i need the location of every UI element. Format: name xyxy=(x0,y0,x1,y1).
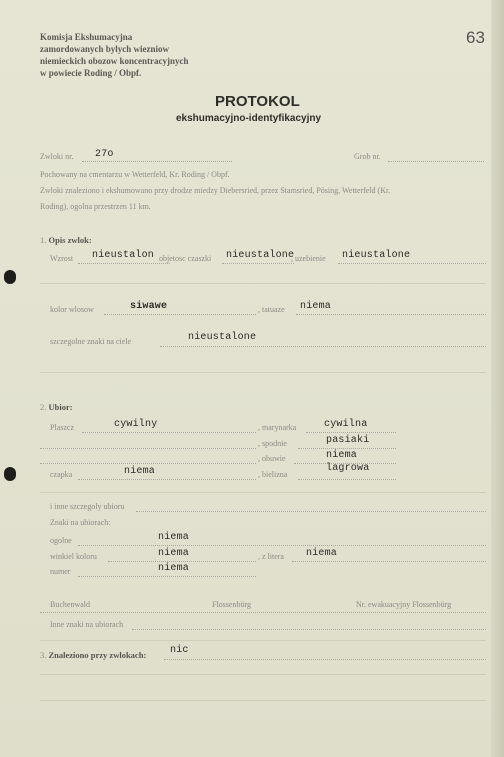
spodnie-value: pasiaki xyxy=(326,435,370,446)
bielizna-label: , bielizna xyxy=(258,470,288,479)
document-subtitle: ekshumacyjno-identyfikacyjny xyxy=(176,113,322,124)
section-2-heading xyxy=(40,402,73,412)
objetosc-dotline xyxy=(222,263,294,264)
plaszcz-dotline xyxy=(82,432,256,433)
numer-label: numer xyxy=(50,567,71,576)
objetosc-label: objetosc czaszki xyxy=(159,254,212,263)
document-title: PROTOKOL xyxy=(215,93,300,110)
spodnie-dotline xyxy=(298,448,396,449)
czapka-value: niema xyxy=(124,466,156,477)
section-2-title: Ubior: xyxy=(48,402,73,412)
page-number: 63 xyxy=(466,28,485,47)
znaki-ubior-label: Znaki na ubiorach: xyxy=(50,518,111,527)
section-1-title: Opis zwlok: xyxy=(48,235,92,245)
tatuaze-dotline xyxy=(296,314,486,315)
section-2-number: 2. xyxy=(40,402,47,412)
ogolne-value: niema xyxy=(158,532,190,543)
blank-dotline-2 xyxy=(40,463,256,464)
uzebienie-label: , uzebienie xyxy=(291,254,326,263)
objetosc-value: nieustalone xyxy=(226,250,295,261)
kolor-value: siwawe xyxy=(130,301,168,312)
plaszcz-label: Plaszcz xyxy=(50,423,74,432)
section-1-number: 1. xyxy=(40,235,47,245)
header-line-2: zamordowanych bylych wiezniow xyxy=(40,44,169,54)
plaszcz-value: cywilny xyxy=(114,419,158,430)
czapka-label: czapka xyxy=(50,470,73,479)
section-2-rule-2 xyxy=(40,640,486,641)
record-line-3: Roding), ogolna przestrzen 11 km. xyxy=(40,202,151,211)
section-3-title: Znaleziono przy zwlokach: xyxy=(48,650,147,660)
zlitera-dotline xyxy=(292,561,486,562)
ogolne-label: ogolne xyxy=(50,536,72,545)
zwloki-label: Zwloki nr. xyxy=(40,152,74,161)
inne-label: i inne szczegoly ubioru xyxy=(50,502,125,511)
header-line-3: niemieckich obozow koncentracyjnych xyxy=(40,56,189,66)
marynarka-dotline xyxy=(306,432,396,433)
uzebienie-value: nieustalone xyxy=(342,250,411,261)
section-3-dotline xyxy=(164,659,486,660)
numbers-dotline xyxy=(40,612,486,613)
buchenwald-label: Buchenwald xyxy=(50,600,90,609)
record-line-1: Pochowany na cmentarzu w Wetterfeld, Kr. Roding / Obpf. xyxy=(40,170,230,179)
inne-dotline xyxy=(136,511,486,512)
bielizna-dotline xyxy=(298,479,396,480)
header-line-1: Komisja Ekshumacyjna xyxy=(40,32,133,42)
kolor-label: kolor wlosow xyxy=(50,305,94,314)
kolor-dotline xyxy=(104,314,256,315)
uzebienie-dotline xyxy=(338,263,486,264)
flossenburg-label: Flossenbürg xyxy=(212,600,251,609)
section-1-blank-rule xyxy=(40,283,486,284)
marynarka-value: cywilna xyxy=(324,419,368,430)
section-1-rule-2 xyxy=(40,372,486,373)
section-2-rule-1 xyxy=(40,492,486,493)
header-line-4: w powiecie Roding / Obpf. xyxy=(40,68,142,78)
inne-znaki-dotline xyxy=(132,629,486,630)
inne-znaki-label: Inne znaki na ubiorach xyxy=(50,620,124,629)
winkiel-value: niema xyxy=(158,548,190,559)
czapka-dotline xyxy=(78,479,256,480)
winkiel-label: winkiel koloru xyxy=(50,552,97,561)
section-3-rule-2 xyxy=(40,700,486,701)
page-edge xyxy=(491,0,504,757)
grob-dotline xyxy=(388,161,484,162)
zlitera-value: niema xyxy=(306,548,338,559)
punch-hole-bottom xyxy=(4,467,16,481)
obuwie-label: , obuwie xyxy=(258,454,286,463)
zwloki-value: 27o xyxy=(95,149,114,160)
wzrost-label: Wzrost xyxy=(50,254,74,263)
marynarka-label: , marynarka xyxy=(258,423,297,432)
punch-hole-top xyxy=(4,270,16,284)
numer-value: niema xyxy=(158,563,190,574)
znaki-label: szczegolne znaki na ciele xyxy=(50,337,132,346)
section-3-number: 3. xyxy=(40,650,47,660)
grob-label: Grob nr. xyxy=(354,152,381,161)
wzrost-dotline xyxy=(78,263,170,264)
numer-dotline xyxy=(78,576,256,577)
wzrost-value: nieustalon xyxy=(92,250,155,261)
tatuaze-label: , tatuaze xyxy=(258,305,285,314)
nr-ewakuacyjny-label: Nr. ewakuacyjny Flossenbürg xyxy=(356,600,452,609)
zlitera-label: , z litera xyxy=(258,552,284,561)
bielizna-value: lagrowa xyxy=(326,463,370,474)
winkiel-dotline xyxy=(108,561,256,562)
record-line-2: Zwloki znaleziono i ekshumowano przy drodze miedzy Diebersried, przez Stamsried, Pösing, Wetterfeld (Kr. xyxy=(40,186,391,195)
ogolne-dotline xyxy=(78,545,486,546)
section-1-heading xyxy=(40,235,92,245)
section-3-heading xyxy=(40,650,146,660)
obuwie-value: niema xyxy=(326,450,358,461)
section-3-rule-1 xyxy=(40,674,486,675)
spodnie-label: , spodnie xyxy=(258,439,287,448)
znaki-value: nieustalone xyxy=(188,332,257,343)
tatuaze-value: niema xyxy=(300,301,332,312)
zwloki-dotline xyxy=(82,161,232,162)
section-3-value: nic xyxy=(170,645,189,656)
blank-dotline-1 xyxy=(40,448,256,449)
znaki-dotline xyxy=(160,346,486,347)
